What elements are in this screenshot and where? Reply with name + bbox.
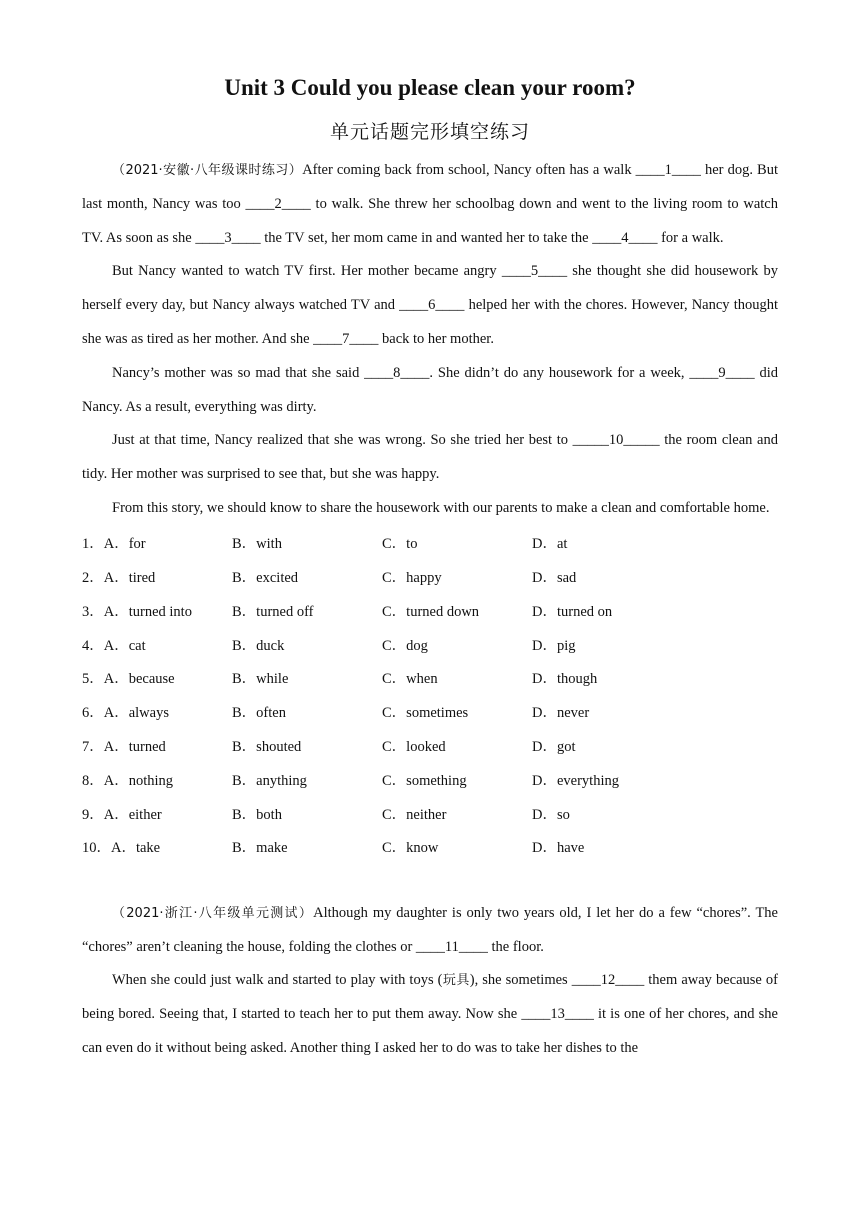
option-choice: B．while xyxy=(232,671,289,688)
passage-2-paragraph xyxy=(82,897,778,965)
passage-2-paragraph xyxy=(82,964,778,1065)
passage-2-gloss: 玩具 xyxy=(442,973,470,989)
option-choice: B．often xyxy=(232,705,286,722)
option-choice: D．turned on xyxy=(532,603,613,620)
option-choice: B．excited xyxy=(232,569,299,586)
option-choice: D．at xyxy=(532,536,568,553)
option-choice: C．to xyxy=(382,536,418,553)
passage-2-text: When she could just walk and started to play with toys ( xyxy=(112,972,443,989)
option-choice: 7．A．turned xyxy=(82,738,166,755)
option-choice: 4．A．cat xyxy=(82,637,146,654)
option-row xyxy=(82,729,778,763)
option-choice: B．duck xyxy=(232,637,285,654)
option-choice: 8．A．nothing xyxy=(82,772,174,789)
option-choice: B．shouted xyxy=(232,738,302,755)
option-row xyxy=(82,627,778,661)
option-choice: 10．A．take xyxy=(82,840,161,857)
passage-1-paragraph: Just at that time, Nancy realized that she was wrong. So she tried her best to _____10_____ the room clean and tidy. Her mother was surprised to see that, but she was happy. xyxy=(82,432,778,483)
passage-2-text: Although my daughter is only two years old, I let her do a few “chores”. The “chores” aren’t cleaning the house, folding the clothes or ____11____ the floor. xyxy=(82,904,778,955)
option-choice: 9．A．either xyxy=(82,806,162,823)
option-row xyxy=(82,830,778,864)
passage-1-paragraph: But Nancy wanted to watch TV first. Her mother became angry ____5____ she thought she did housework by herself every day, but Nancy always watched TV and ____6____ helped her with the chores. However, Nancy thought she was as tired as her mother. And she ____7____ back to her mother. xyxy=(82,263,778,347)
option-row xyxy=(82,560,778,594)
option-choice: 2．A．tired xyxy=(82,569,156,586)
passage-1-source: （2021·安徽·八年级课时练习） xyxy=(112,163,303,178)
passage-2-text: ), she sometimes ____12____ them away because of being bored. Seeing that, I started to teach her to put them away. Now she ____13____ it is one of her chores, and she can even do it without being asked. Another thing I asked her to do was to take her dishes to the xyxy=(82,972,778,1056)
passage-1-text: After coming back from school, Nancy often has a walk ____1____ her dog. But last month, Nancy was too ____2____ to walk. She threw her schoolbag down and went to the living room to watch TV. As soon as she ____3____ the TV set, her mom came in and wanted her to take the ____4____ for a walk. xyxy=(82,162,778,246)
option-choice: C．something xyxy=(382,772,467,789)
option-choice: C．sometimes xyxy=(382,705,469,722)
option-row xyxy=(82,526,778,560)
option-choice: C．when xyxy=(382,671,438,688)
option-choice: D．so xyxy=(532,806,570,823)
passage-2 xyxy=(82,897,778,1066)
option-choice: B．make xyxy=(232,840,288,857)
option-choice: D．sad xyxy=(532,569,577,586)
page-title: Unit 3 Could you please clean your room? xyxy=(224,75,636,100)
option-row xyxy=(82,695,778,729)
option-choice: C．know xyxy=(382,840,439,857)
option-row xyxy=(82,593,778,627)
option-choice: D．never xyxy=(532,705,590,722)
option-choice: D．have xyxy=(532,840,585,857)
option-choice: 5．A．because xyxy=(82,671,175,688)
option-choice: C．dog xyxy=(382,637,428,654)
option-row xyxy=(82,796,778,830)
option-choice: 6．A．always xyxy=(82,705,169,722)
option-choice: C．neither xyxy=(382,806,447,823)
option-choice: D．though xyxy=(532,671,598,688)
option-row xyxy=(82,661,778,695)
passage-1 xyxy=(82,154,778,526)
section-gap xyxy=(82,864,778,897)
option-choice: C．looked xyxy=(382,738,446,755)
option-choice: B．anything xyxy=(232,772,307,789)
option-choice: C．turned down xyxy=(382,603,480,620)
passage-1-paragraph xyxy=(82,154,778,255)
option-row xyxy=(82,762,778,796)
passage-2-source: （2021·浙江·八年级单元测试） xyxy=(112,905,314,921)
option-choice: B．turned off xyxy=(232,603,314,620)
passage-1-paragraph: From this story, we should know to share the housework with our parents to make a clean and comfortable home. xyxy=(112,499,770,516)
option-choice: 1．A．for xyxy=(82,536,146,553)
option-choice: 3．A．turned into xyxy=(82,603,192,620)
option-choice: C．happy xyxy=(382,569,442,586)
answer-options xyxy=(82,526,778,864)
page-subtitle: 单元话题完形填空练习 xyxy=(329,121,530,143)
passage-1-paragraph: Nancy’s mother was so mad that she said ____8____. She didn’t do any housework for a week, ____9____ did Nancy. As a result, everything was dirty. xyxy=(82,364,778,415)
option-choice: D．pig xyxy=(532,637,576,654)
option-choice: D．got xyxy=(532,738,576,755)
option-choice: B．with xyxy=(232,536,282,553)
option-choice: B．both xyxy=(232,806,282,823)
option-choice: D．everything xyxy=(532,772,619,789)
